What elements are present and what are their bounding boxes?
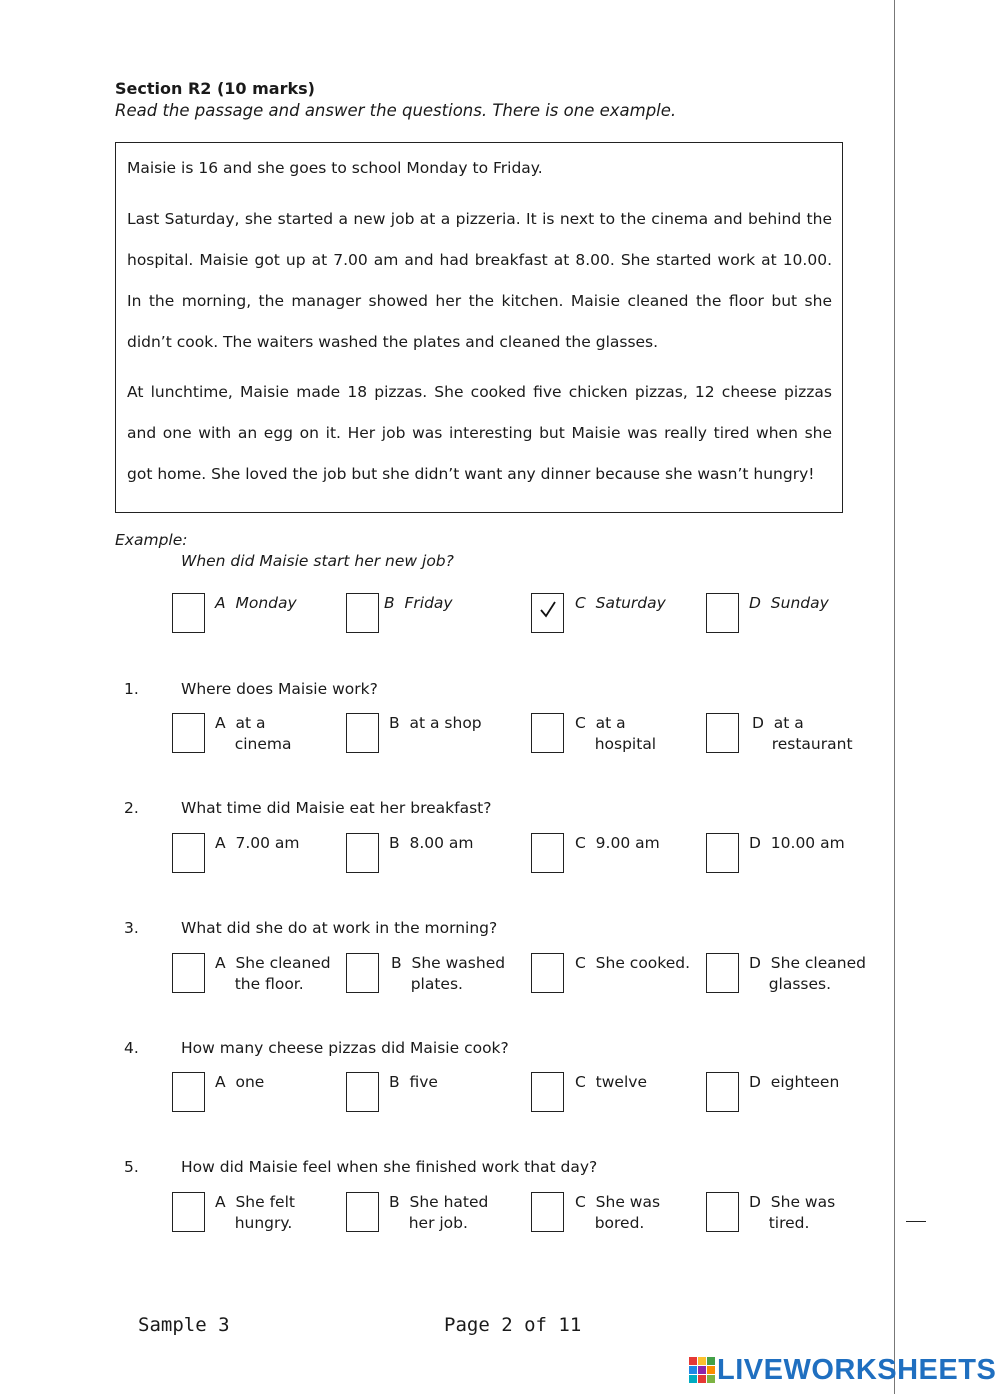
example-option-a: A Monday (215, 594, 297, 612)
q4-option-b: B five (389, 1073, 438, 1091)
q1-checkbox-b[interactable] (346, 713, 379, 753)
q2-option-b: B 8.00 am (389, 834, 474, 852)
q5-option-c: C She was bored. (575, 1193, 661, 1232)
q4-checkbox-c[interactable] (531, 1072, 564, 1112)
example-checkbox-b[interactable] (346, 593, 379, 633)
question-number: 4. (124, 1039, 139, 1057)
q5-checkbox-b[interactable] (346, 1192, 379, 1232)
question-number: 3. (124, 919, 139, 937)
question-text: How many cheese pizzas did Maisie cook? (181, 1039, 509, 1057)
example-option-b: B Friday (384, 594, 453, 612)
q5-option-b: B She hated her job. (389, 1193, 489, 1232)
footer-sample-label: Sample 3 (138, 1314, 230, 1336)
question-number: 2. (124, 799, 139, 817)
q5-checkbox-c[interactable] (531, 1192, 564, 1232)
question-text: Where does Maisie work? (181, 680, 378, 698)
footer-page-number: Page 2 of 11 (444, 1314, 582, 1336)
example-checkbox-d[interactable] (706, 593, 739, 633)
question-text: What time did Maisie eat her breakfast? (181, 799, 492, 817)
question-number: 1. (124, 680, 139, 698)
liveworksheets-logo[interactable] (689, 1353, 996, 1387)
q2-option-a: A 7.00 am (215, 834, 300, 852)
q1-option-c: C at a hospital (575, 714, 657, 753)
q4-checkbox-a[interactable] (172, 1072, 205, 1112)
example-option-c: C Saturday (575, 594, 666, 612)
q2-checkbox-b[interactable] (346, 833, 379, 873)
q2-option-c: C 9.00 am (575, 834, 660, 852)
q1-option-b: B at a shop (389, 714, 482, 732)
example-checkbox-a[interactable] (172, 593, 205, 633)
logo-blocks-icon (689, 1357, 715, 1383)
q1-checkbox-a[interactable] (172, 713, 205, 753)
q3-option-a: A She cleaned the floor. (215, 954, 331, 993)
reading-passage (115, 142, 843, 513)
q1-checkbox-d[interactable] (706, 713, 739, 753)
question-number: 5. (124, 1158, 139, 1176)
margin-dash (906, 1221, 926, 1222)
q2-option-d: D 10.00 am (749, 834, 845, 852)
example-label: Example: (115, 531, 188, 549)
q4-option-a: A one (215, 1073, 265, 1091)
q3-checkbox-c[interactable] (531, 953, 564, 993)
q5-checkbox-a[interactable] (172, 1192, 205, 1232)
page-margin-line (894, 0, 895, 1394)
q3-option-d: D She cleaned glasses. (749, 954, 866, 993)
q4-option-d: D eighteen (749, 1073, 840, 1091)
passage-paragraph-3: At lunchtime, Maisie made 18 pizzas. She cooked five chicken pizzas, 12 cheese pizzas and one with an egg on it. Her job was interesting but Maisie was really tired when she got home. She loved the job but she didn’t want any dinner because she wasn’t hungry! (127, 383, 832, 483)
passage-paragraph-1: Maisie is 16 and she goes to school Monday to Friday. (127, 159, 543, 177)
checkmark-icon (539, 600, 557, 618)
q3-checkbox-b[interactable] (346, 953, 379, 993)
logo-text: LIVEWORKSHEETS (717, 1353, 997, 1386)
q3-option-c: C She cooked. (575, 954, 691, 972)
q3-option-b: B She washed plates. (391, 954, 506, 993)
section-instruction: Read the passage and answer the questions. There is one example. (115, 101, 677, 120)
question-text: How did Maisie feel when she finished work that day? (181, 1158, 598, 1176)
q5-option-d: D She was tired. (749, 1193, 836, 1232)
q5-option-a: A She felt hungry. (215, 1193, 295, 1232)
section-title: Section R2 (10 marks) (115, 79, 315, 98)
q2-checkbox-a[interactable] (172, 833, 205, 873)
q5-checkbox-d[interactable] (706, 1192, 739, 1232)
example-question: When did Maisie start her new job? (181, 552, 454, 570)
q3-checkbox-d[interactable] (706, 953, 739, 993)
q2-checkbox-c[interactable] (531, 833, 564, 873)
q2-checkbox-d[interactable] (706, 833, 739, 873)
q4-checkbox-d[interactable] (706, 1072, 739, 1112)
passage-paragraph-2: Last Saturday, she started a new job at a pizzeria. It is next to the cinema and behind the hospital. Maisie got up at 7.00 am and had breakfast at 8.00. She started work at 10.00. In the morning, the manager showed her the kitchen. Maisie cleaned the floor but she didn’t cook. The waiters washed the plates and cleaned the glasses. (127, 210, 832, 351)
q4-option-c: C twelve (575, 1073, 647, 1091)
example-checkbox-c[interactable] (531, 593, 564, 633)
q1-checkbox-c[interactable] (531, 713, 564, 753)
q1-option-a: A at a cinema (215, 714, 292, 753)
example-option-d: D Sunday (749, 594, 829, 612)
q4-checkbox-b[interactable] (346, 1072, 379, 1112)
q1-option-d: D at a restaurant (752, 714, 853, 753)
question-text: What did she do at work in the morning? (181, 919, 498, 937)
q3-checkbox-a[interactable] (172, 953, 205, 993)
